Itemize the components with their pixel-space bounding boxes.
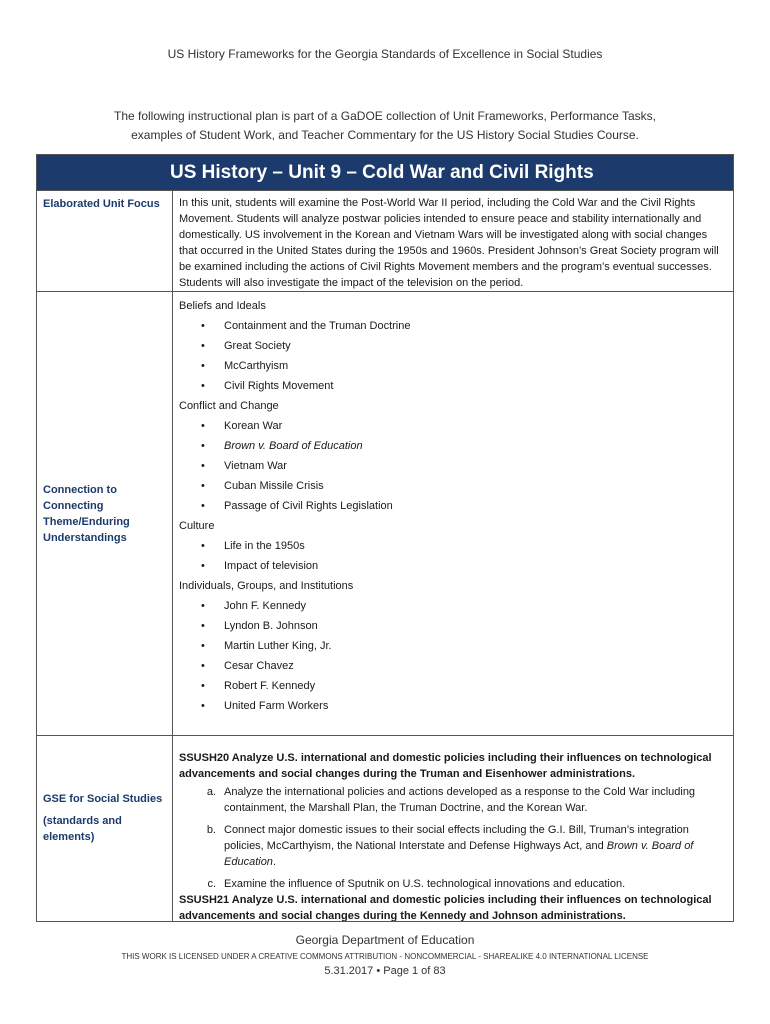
unit-title: US History – Unit 9 – Cold War and Civil Rights (37, 155, 733, 191)
theme-category: Culture (179, 520, 215, 532)
theme-category: Conflict and Change (179, 400, 279, 412)
bullet-icon: • (201, 320, 205, 332)
intro-line-1: The following instructional plan is part of a GaDOE collection of Unit Frameworks, Performance Tasks, (113, 109, 656, 123)
bullet-icon: • (201, 440, 205, 452)
standard-ssush21: SSUSH21 Analyze U.S. international and domestic policies including their influences on technological advancements and social changes during the Kennedy and Johnson administrations. (179, 894, 712, 922)
list-item (179, 656, 727, 676)
element-case-name: Brown v. Board of Education (224, 840, 694, 868)
bullet-icon: • (201, 660, 205, 672)
list-item (179, 676, 727, 696)
list-item (179, 696, 727, 716)
page-header: US History Frameworks for the Georgia Standards of Excellence in Social Studies (167, 47, 603, 61)
list-item (179, 356, 727, 376)
list-item-text: Cuban Missile Crisis (224, 480, 324, 492)
list-item-text: Civil Rights Movement (224, 380, 334, 392)
list-item-text: John F. Kennedy (224, 600, 306, 612)
list-item (179, 616, 727, 636)
focus-row (37, 191, 733, 292)
list-item-text: Brown v. Board of Education (224, 440, 363, 452)
footer-department: Georgia Department of Education (295, 933, 475, 947)
list-item (179, 376, 727, 396)
bullet-icon: • (201, 600, 205, 612)
list-item-text: United Farm Workers (224, 700, 329, 712)
gse-row (37, 736, 733, 922)
element-b (179, 822, 727, 870)
list-item-text: Passage of Civil Rights Legislation (224, 500, 393, 512)
element-a (179, 784, 727, 816)
unit-table (36, 154, 734, 922)
standard-ssush20: SSUSH20 Analyze U.S. international and domestic policies including their influences on technological advancements and social changes during the Truman and Eisenhower administrations. (179, 752, 712, 780)
list-item (179, 436, 727, 456)
list-item (179, 416, 727, 436)
list-item-text: Life in the 1950s (224, 540, 305, 552)
element-end: . (272, 856, 276, 868)
list-item-text: Containment and the Truman Doctrine (224, 320, 411, 332)
element-letter: a. (206, 786, 216, 798)
bullet-icon: • (201, 620, 205, 632)
list-item-text: Vietnam War (224, 460, 287, 472)
bullet-icon: • (201, 460, 205, 472)
element-letter: c. (207, 878, 216, 890)
connection-row (37, 292, 733, 736)
element-c (179, 876, 727, 892)
element-letter: b. (206, 824, 216, 836)
list-item (179, 496, 727, 516)
bullet-icon: • (201, 480, 205, 492)
list-item-text: Cesar Chavez (224, 660, 294, 672)
footer-page-number: 5.31.2017 • Page 1 of 83 (324, 965, 446, 977)
list-item (179, 316, 727, 336)
list-item-text: McCarthyism (224, 360, 289, 372)
bullet-icon: • (201, 420, 205, 432)
list-item (179, 536, 727, 556)
footer-license: THIS WORK IS LICENSED UNDER A CREATIVE COMMONS ATTRIBUTION - NONCOMMERCIAL - SHAREALIKE 4.0 INTERNATIONAL LICENSE (121, 952, 649, 961)
list-item (179, 636, 727, 656)
element-text: Examine the influence of Sputnik on U.S. technological innovations and education. (224, 878, 626, 890)
list-item (179, 336, 727, 356)
intro-paragraph (60, 107, 710, 145)
connection-list (173, 292, 733, 735)
element-text: Connect major domestic issues to their social effects including the G.I. Bill, Truman’s integration policies, McCarthyism, the National Interstate and Defense Highways Act, and (224, 824, 689, 852)
list-item-text: Korean War (224, 420, 283, 432)
bullet-icon: • (201, 340, 205, 352)
list-item-text: Martin Luther King, Jr. (224, 640, 332, 652)
list-item (179, 456, 727, 476)
bullet-icon: • (201, 360, 205, 372)
theme-category: Beliefs and Ideals (179, 300, 266, 312)
list-item-text: Great Society (224, 340, 291, 352)
list-item-text: Robert F. Kennedy (224, 680, 316, 692)
focus-text: In this unit, students will examine the Post-World War II period, including the Cold War and the Civil Rights Movement. Students will analyze postwar policies intended to ensure peace and stability internationally and domestically. US involvement in the Korean and Vietnam Wars will be investigated along with social changes that occurred in the United States during the 1950s and 1960s. President Johnson’s Great Society program will be examined including the actions of Civil Rights Movement members and the program's eventual successes. Students will also investigate the impact of the television on the period. (179, 197, 719, 289)
connection-label: Connection to Connecting Theme/Enduring Understandings (43, 483, 130, 544)
theme-category: Individuals, Groups, and Institutions (179, 580, 354, 592)
bullet-icon: • (201, 500, 205, 512)
bullet-icon: • (201, 640, 205, 652)
list-item (179, 476, 727, 496)
intro-line-2: examples of Student Work, and Teacher Commentary for the US History Social Studies Course. (131, 128, 639, 142)
list-item (179, 556, 727, 576)
focus-label: Elaborated Unit Focus (37, 191, 173, 291)
bullet-icon: • (201, 560, 205, 572)
bullet-icon: • (201, 540, 205, 552)
gse-sublabel: (standards and elements) (43, 815, 122, 843)
list-item-text: Lyndon B. Johnson (224, 620, 318, 632)
gse-label: GSE for Social Studies (43, 793, 163, 805)
gse-content (173, 736, 733, 922)
bullet-icon: • (201, 700, 205, 712)
bullet-icon: • (201, 380, 205, 392)
element-text: Analyze the international policies and actions developed as a response to the Cold War including containment, the Marshall Plan, the Truman Doctrine, and the Korean War. (224, 786, 696, 814)
bullet-icon: • (201, 680, 205, 692)
list-item-text: Impact of television (224, 560, 319, 572)
list-item (179, 596, 727, 616)
